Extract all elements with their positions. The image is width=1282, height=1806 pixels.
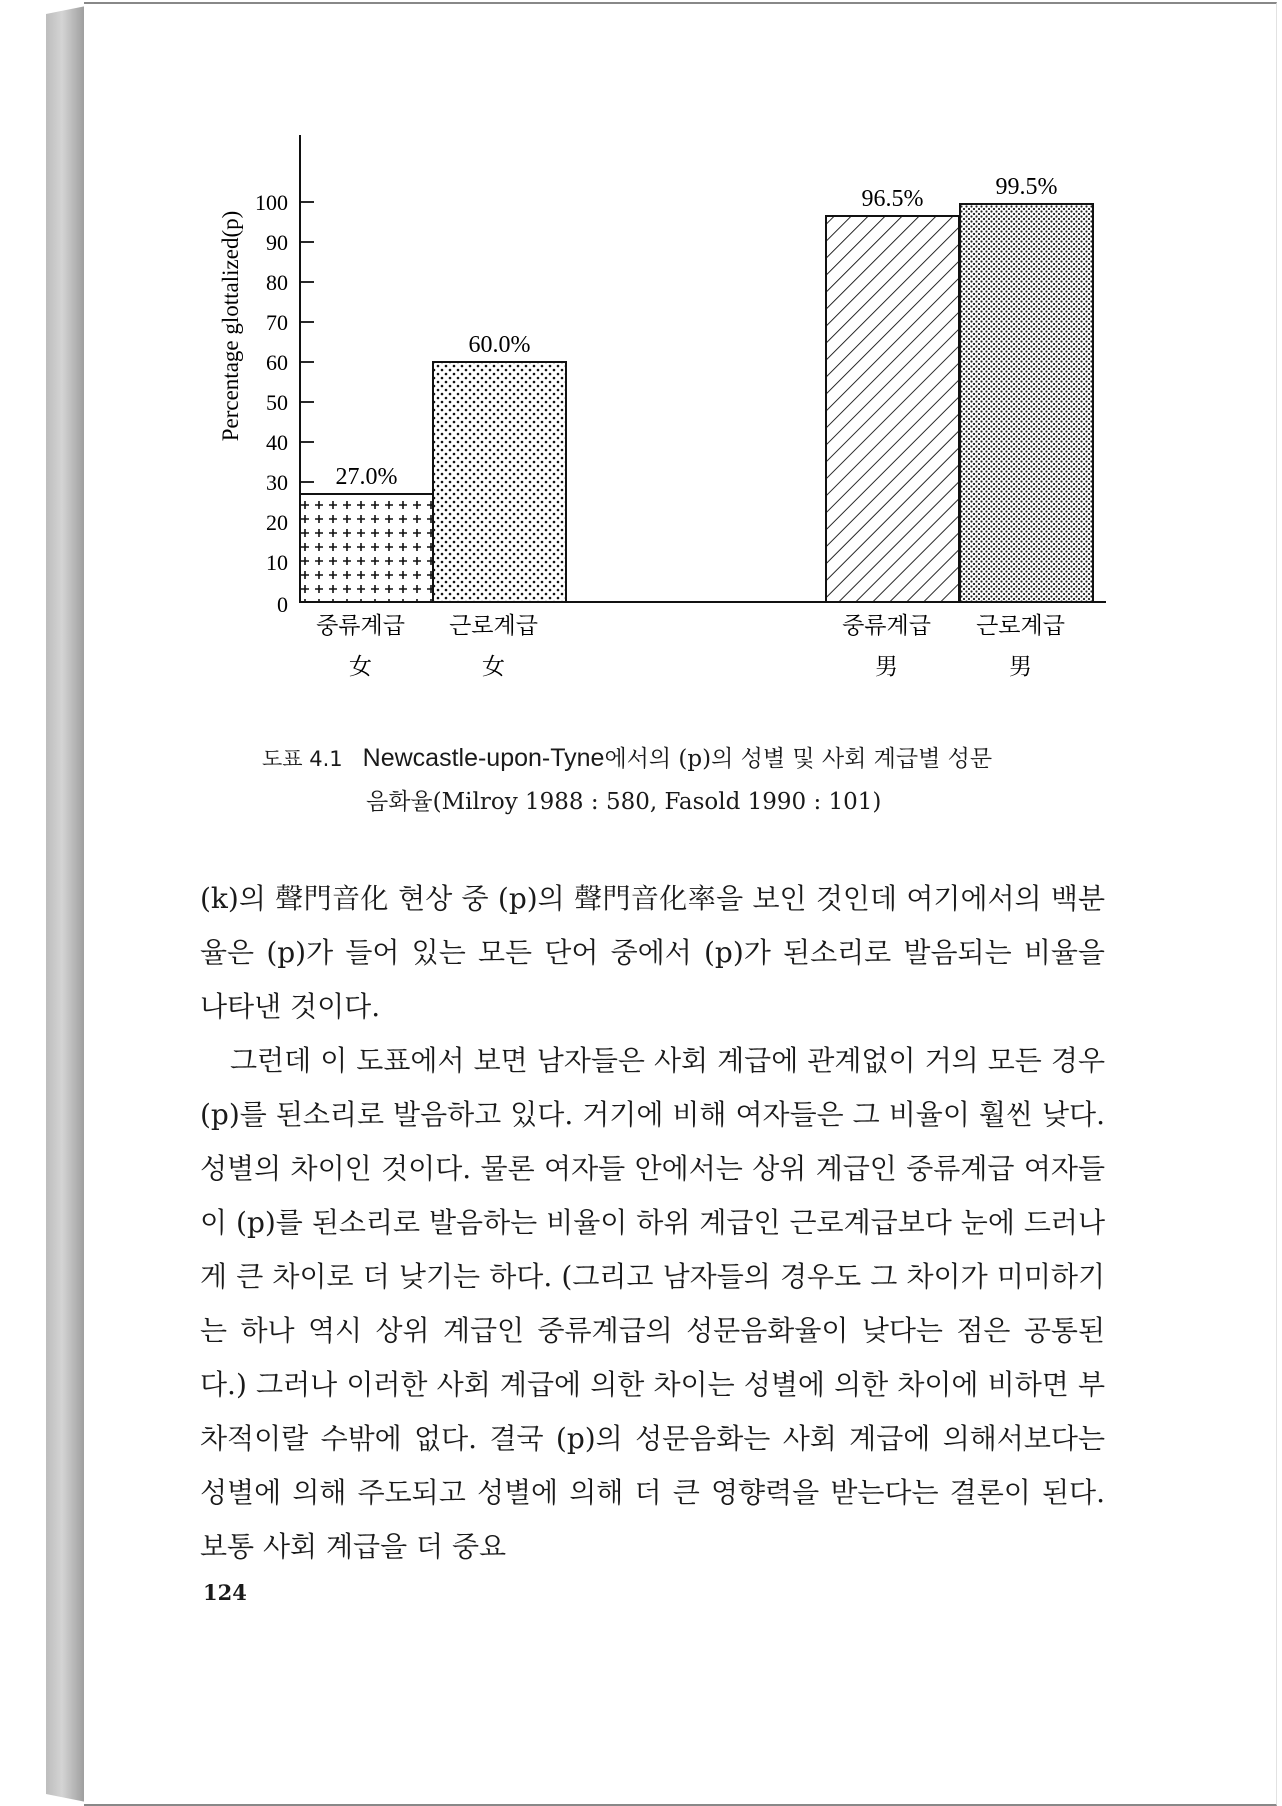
bars-group — [300, 204, 1093, 602]
y-tick-label: 60 — [266, 350, 288, 375]
figure-label: 도표 4.1 — [262, 747, 343, 771]
bar-4 — [960, 204, 1093, 602]
y-tick-label: 80 — [266, 270, 288, 295]
page-number: 124 — [203, 1580, 247, 1605]
bar-1 — [300, 494, 433, 602]
y-tick-label: 20 — [266, 510, 288, 535]
y-tick-label: 30 — [266, 470, 288, 495]
paragraph-2: 그런데 이 도표에서 보면 남자들은 사회 계급에 관계없이 거의 모든 경우 (p)를 된소리로 발음하고 있다. 거기에 비해 여자들은 그 비율이 훨씬 낮다. 성별의 차이인 것이다. 물론 여자들 안에서는 상위 계급인 중류계급 여자들이 (p)를 된소리로 발음하는 비율이 하위 계급인 근로계급보다 눈에 드러나게 큰 차이로 더 낮기는 하다. (그리고 남자들의 경우도 그 차이가 미미하기는 하나 역시 상위 계급인 중류계급의 성문음화율이 낮다는 점은 공통된다.) 그러나 이러한 사회 계급에 의한 차이는 성별에 의한 차이에 비하면 부차적이랄 수밖에 없다. 결국 (p)의 성문음화는 사회 계급에 의해서보다는 성별에 의해 주도되고 성별에 의해 더 큰 영향력을 받는다는 결론이 된다. 보통 사회 계급을 더 중요 — [200, 1044, 1105, 1563]
caption-place: Newcastle-upon-Tyne — [362, 744, 605, 772]
x-class-label: 중류계급 — [316, 613, 405, 639]
x-sex-label: 男 — [875, 654, 898, 680]
paragraph-1: (k)의 聲門音化 현상 중 (p)의 聲門音化率을 보인 것인데 여기에서의 백분율은 (p)가 들어 있는 모든 단어 중에서 (p)가 된소리로 발음되는 비율을 나타낸 것이다. — [200, 882, 1105, 1023]
bar-value-label: 99.5% — [995, 174, 1058, 200]
x-class-label: 중류계급 — [842, 613, 931, 639]
x-class-label: 근로계급 — [449, 613, 538, 639]
body-text — [200, 872, 1105, 1574]
bar-2 — [433, 362, 566, 602]
bar-value-label: 60.0% — [468, 332, 531, 358]
x-class-label: 근로계급 — [976, 613, 1065, 639]
y-tick-label: 70 — [266, 310, 288, 335]
y-tick-label: 50 — [266, 390, 288, 415]
caption-line2: 음화율(Milroy 1988 : 580, Fasold 1990 : 101) — [366, 789, 882, 815]
y-tick-label: 10 — [266, 550, 288, 575]
y-tick-label: 0 — [277, 592, 288, 617]
bar-value-label: 96.5% — [861, 186, 924, 212]
book-spine-edge — [46, 6, 86, 1802]
caption-line1-rest: 에서의 (p)의 성별 및 사회 계급별 성문 — [604, 746, 993, 772]
bar-3 — [826, 216, 959, 602]
x-sex-label: 男 — [1009, 654, 1032, 680]
glottalization-bar-chart — [200, 120, 1120, 680]
bar-value-label: 27.0% — [335, 464, 398, 490]
y-axis-label: Percentage glottalized(p) — [218, 210, 243, 442]
y-tick-label: 90 — [266, 230, 288, 255]
x-axis-labels — [316, 613, 1065, 680]
x-sex-label: 女 — [349, 654, 372, 680]
y-tick-label: 100 — [255, 190, 288, 215]
y-tick-label: 40 — [266, 430, 288, 455]
x-sex-label: 女 — [482, 654, 505, 680]
